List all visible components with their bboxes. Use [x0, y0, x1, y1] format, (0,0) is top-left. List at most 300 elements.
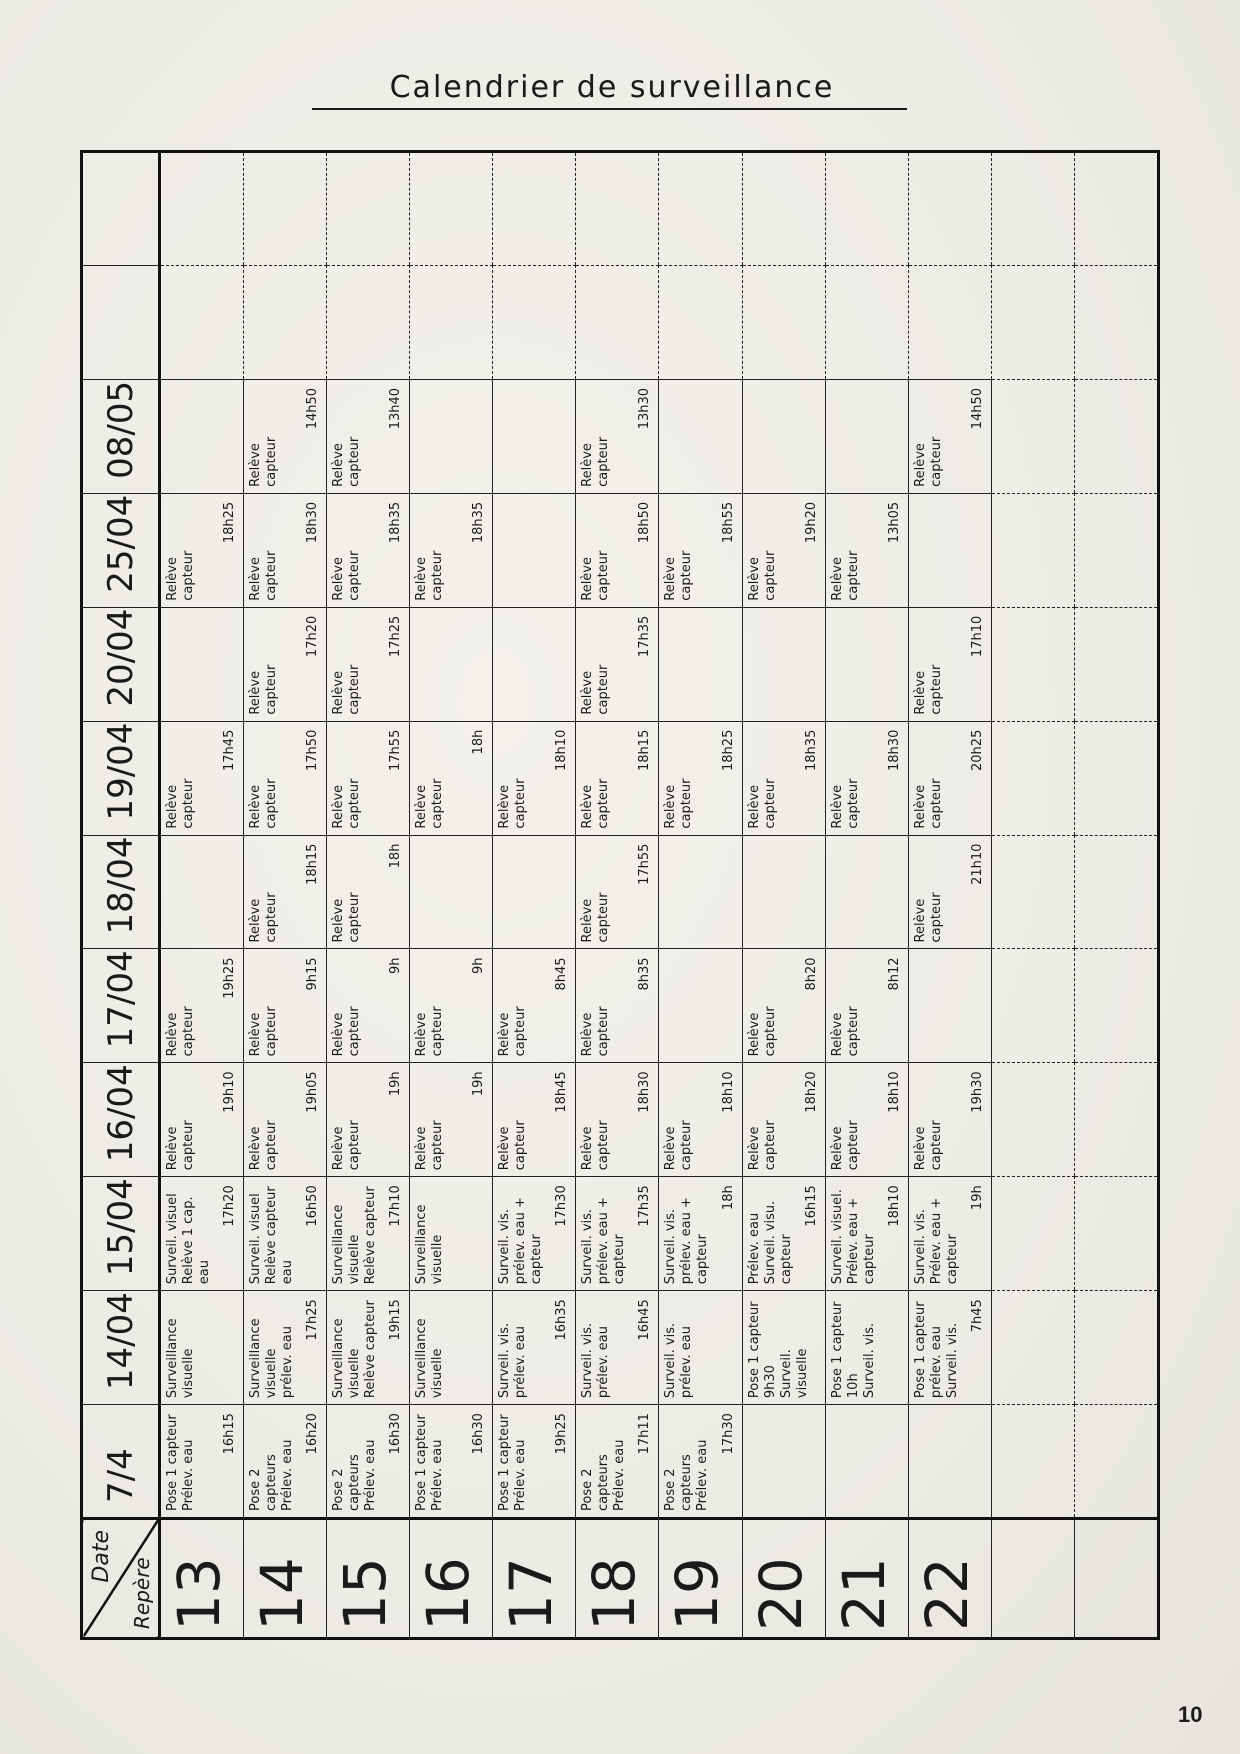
schedule-cell: [659, 1405, 742, 1519]
cell-time-text: 16h15: [803, 1185, 819, 1227]
schedule-cell: [659, 1291, 742, 1405]
schedule-cell: [742, 949, 825, 1063]
table-row: [576, 152, 659, 1639]
schedule-cell: [825, 721, 908, 835]
cell-content: [248, 842, 322, 943]
cell-content: [414, 386, 488, 487]
repere-cell: 15: [327, 1519, 410, 1639]
cell-activity-text: Pose 2 capteurs Prélev. eau: [331, 1439, 379, 1511]
cell-content: [1079, 1297, 1153, 1398]
cell-time-text: 17h20: [222, 1185, 238, 1227]
cell-activity-text: Relève capteur: [331, 778, 363, 829]
cell-content: [331, 728, 405, 829]
cell-activity-text: Relève capteur: [580, 436, 612, 487]
cell-time-text: 16h30: [471, 1413, 487, 1455]
schedule-cell: [576, 152, 659, 266]
schedule-cell: [1074, 1063, 1158, 1177]
cell-activity-text: Relève capteur: [497, 1006, 529, 1057]
cell-content: [663, 1183, 737, 1284]
cell-time-text: 18h25: [222, 501, 238, 544]
cell-content: [248, 1297, 322, 1398]
cell-content: [663, 955, 737, 1056]
cell-content: [165, 1069, 239, 1170]
cell-activity-text: Relève capteur: [248, 550, 280, 601]
cell-activity-text: Relève capteur: [165, 1120, 196, 1171]
cell-time-text: 19h: [471, 1071, 487, 1097]
cell-content: [1079, 500, 1153, 601]
schedule-cell: [244, 1177, 327, 1291]
cell-time-text: 9h: [388, 957, 404, 974]
cell-time-text: 17h55: [637, 843, 653, 885]
cell-content: [663, 1411, 737, 1511]
cell-content: [996, 1069, 1070, 1170]
schedule-cell: [576, 1063, 659, 1177]
cell-content: [913, 1069, 987, 1170]
cell-content: [248, 500, 322, 601]
cell-time-text: 13h40: [388, 387, 404, 430]
cell-activity-text: Surveillance visuelle: [414, 1318, 446, 1399]
cell-content: [497, 1297, 571, 1398]
schedule-cell: [908, 266, 991, 380]
cell-content: [497, 1411, 571, 1511]
cell-content: [830, 842, 904, 943]
schedule-cell: [410, 721, 493, 835]
cell-time-text: 19h25: [554, 1413, 570, 1455]
cell-content: [996, 1411, 1070, 1511]
date-header-cell: [82, 266, 160, 380]
cell-activity-text: Relève capteur: [580, 550, 612, 601]
schedule-cell: [160, 1291, 244, 1405]
schedule-cell: [908, 835, 991, 949]
date-header-cell: 08/05: [82, 379, 160, 493]
page-title: Calendrier de surveillance: [389, 70, 835, 105]
cell-content: [747, 1411, 821, 1511]
cell-activity-text: Relève capteur: [746, 1120, 778, 1171]
schedule-cell: [742, 266, 825, 380]
cell-time-text: 18h45: [554, 1071, 570, 1113]
schedule-cell: [244, 1291, 327, 1405]
schedule-cell: [576, 835, 659, 949]
cell-content: [165, 272, 239, 373]
schedule-cell: [742, 1177, 825, 1291]
repere-cell: 16: [410, 1519, 493, 1639]
cell-content: [248, 159, 322, 259]
cell-content: [996, 500, 1070, 601]
schedule-cell: [327, 1177, 410, 1291]
cell-content: [1079, 386, 1153, 487]
schedule-cell: [244, 493, 327, 607]
cell-content: [663, 159, 737, 259]
cell-activity-text: Relève capteur: [912, 778, 944, 829]
cell-time-text: 18h20: [803, 1071, 819, 1113]
cell-content: [414, 614, 488, 715]
repere-cell: 17: [493, 1519, 576, 1639]
cell-activity-text: Relève capteur: [829, 1006, 861, 1057]
cell-activity-text: Surveil. visuel. Prélev. eau + capteur: [829, 1189, 877, 1285]
cell-activity-text: Surveil. vis. Prélev. eau + capteur: [912, 1197, 960, 1285]
schedule-cell: [1074, 493, 1158, 607]
cell-content: [830, 386, 904, 487]
schedule-cell: [160, 1063, 244, 1177]
date-header-cell: 19/04: [82, 721, 160, 835]
schedule-cell: [244, 607, 327, 721]
schedule-cell: [576, 266, 659, 380]
date-header-cell: 14/04: [82, 1291, 160, 1405]
schedule-cell: [576, 607, 659, 721]
cell-activity-text: Relève capteur: [248, 892, 280, 943]
schedule-cell: [1074, 266, 1158, 380]
schedule-cell: [908, 152, 991, 266]
cell-time-text: 17h25: [305, 1299, 321, 1341]
schedule-cell: [576, 1291, 659, 1405]
page-number: 10: [1178, 1702, 1203, 1727]
cell-activity-text: Pose 1 capteur 9h30 Surveil. visuelle: [746, 1301, 810, 1399]
cell-activity-text: Relève capteur: [580, 1120, 612, 1171]
cell-content: [331, 500, 405, 601]
cell-content: [580, 1297, 654, 1398]
cell-time-text: 16h45: [637, 1299, 653, 1341]
cell-content: [747, 1069, 821, 1170]
cell-content: [913, 1411, 987, 1511]
cell-activity-text: Relève capteur: [165, 1006, 196, 1057]
cell-content: [913, 386, 987, 487]
cell-activity-text: Relève capteur: [746, 778, 778, 829]
cell-content: [165, 842, 239, 943]
cell-activity-text: Surveil. vis. prélev. eau + capteur: [580, 1197, 628, 1285]
cell-time-text: 16h30: [388, 1413, 404, 1455]
schedule-cell: [327, 493, 410, 607]
schedule-cell: [825, 835, 908, 949]
cell-time-text: 8h12: [886, 957, 902, 991]
cell-time-text: 17h25: [388, 615, 404, 658]
cell-content: [580, 614, 654, 715]
cell-time-text: 8h35: [637, 957, 653, 991]
cell-content: [497, 386, 571, 487]
cell-content: [497, 1183, 571, 1284]
cell-content: [165, 1297, 239, 1398]
schedule-cell: [659, 152, 742, 266]
schedule-cell: [160, 152, 244, 266]
cell-content: [331, 1297, 405, 1398]
repere-cell: [1074, 1519, 1158, 1639]
schedule-cell: [908, 607, 991, 721]
schedule-cell: [327, 949, 410, 1063]
schedule-cell: [327, 835, 410, 949]
cell-content: [663, 272, 737, 373]
schedule-cell: [659, 949, 742, 1063]
cell-content: [747, 159, 821, 259]
cell-content: [747, 500, 821, 601]
cell-activity-text: Prélev. eau Surveil. visu. capteur: [746, 1200, 794, 1285]
cell-content: [497, 842, 571, 943]
schedule-cell: [825, 379, 908, 493]
schedule-cell: [825, 493, 908, 607]
cell-content: [996, 842, 1070, 943]
cell-time-text: 14h50: [305, 387, 321, 430]
cell-content: [580, 728, 654, 829]
cell-activity-text: Pose 2 capteurs Prélev. eau: [663, 1439, 711, 1511]
cell-activity-text: Relève capteur: [663, 1120, 695, 1171]
repere-cell: 18: [576, 1519, 659, 1639]
cell-time-text: 17h30: [720, 1413, 736, 1455]
table-row: [1074, 152, 1158, 1639]
repere-cell: 13: [160, 1519, 244, 1639]
cell-activity-text: Surveil. visuel Relève 1 cap. eau: [165, 1193, 212, 1285]
cell-activity-text: Relève capteur: [414, 550, 446, 601]
table-row: [908, 152, 991, 1639]
cell-content: [331, 272, 405, 373]
cell-time-text: 19h: [969, 1185, 985, 1211]
cell-time-text: 17h10: [969, 615, 985, 658]
schedule-cell: [160, 949, 244, 1063]
cell-content: [248, 614, 322, 715]
schedule-cell: [244, 949, 327, 1063]
cell-content: [996, 728, 1070, 829]
cell-activity-text: Surveil. visuel Relève capteur eau: [248, 1186, 296, 1285]
corner-cell: [82, 1519, 160, 1639]
corner-date-label: Date: [89, 1530, 114, 1583]
cell-content: [913, 955, 987, 1056]
schedule-cell: [742, 493, 825, 607]
cell-activity-text: Relève capteur: [165, 550, 196, 601]
schedule-cell: [659, 607, 742, 721]
schedule-cell: [493, 949, 576, 1063]
cell-time-text: 19h10: [222, 1071, 238, 1113]
schedule-cell: [825, 1063, 908, 1177]
schedule-cell: [576, 1177, 659, 1291]
schedule-cell: [493, 1291, 576, 1405]
cell-content: [913, 728, 987, 829]
schedule-cell: [160, 721, 244, 835]
cell-content: [414, 1183, 488, 1284]
cell-activity-text: Relève capteur: [663, 550, 695, 601]
cell-time-text: 20h25: [969, 729, 985, 771]
cell-content: [996, 386, 1070, 487]
schedule-cell: [160, 607, 244, 721]
schedule-cell: [327, 152, 410, 266]
cell-content: [580, 500, 654, 601]
repere-cell: 20: [742, 1519, 825, 1639]
cell-content: [331, 955, 405, 1056]
schedule-cell: [659, 493, 742, 607]
cell-content: [1079, 728, 1153, 829]
schedule-cell: [576, 949, 659, 1063]
schedule-cell: [742, 607, 825, 721]
cell-content: [580, 1069, 654, 1170]
cell-content: [747, 955, 821, 1056]
cell-content: [663, 1069, 737, 1170]
cell-time-text: 16h15: [222, 1413, 238, 1455]
cell-content: [830, 955, 904, 1056]
schedule-cell: [1074, 721, 1158, 835]
cell-content: [248, 386, 322, 487]
schedule-cell: [160, 266, 244, 380]
cell-time-text: 18h30: [886, 729, 902, 771]
schedule-cell: [908, 1177, 991, 1291]
cell-time-text: 19h05: [305, 1071, 321, 1113]
cell-activity-text: Relève capteur: [580, 778, 612, 829]
repere-cell: [991, 1519, 1074, 1639]
schedule-cell: [825, 607, 908, 721]
table-row: [825, 152, 908, 1639]
cell-time-text: 19h25: [222, 957, 238, 999]
cell-activity-text: Relève capteur: [580, 664, 612, 715]
cell-activity-text: Relève capteur: [912, 892, 944, 943]
cell-content: [580, 1411, 654, 1511]
cell-activity-text: Relève capteur: [746, 1006, 778, 1057]
date-header-cell: 18/04: [82, 835, 160, 949]
cell-time-text: 18h15: [305, 843, 321, 885]
cell-activity-text: Relève capteur: [580, 1006, 612, 1057]
cell-activity-text: Relève capteur: [912, 436, 944, 487]
schedule-cell: [742, 379, 825, 493]
schedule-cell: [493, 835, 576, 949]
table-row: [160, 152, 244, 1639]
cell-activity-text: Relève capteur: [248, 1006, 280, 1057]
cell-time-text: 14h50: [969, 387, 985, 430]
cell-content: [663, 386, 737, 487]
table-row: [991, 152, 1074, 1639]
schedule-cell: [327, 266, 410, 380]
cell-activity-text: Relève capteur: [248, 778, 280, 829]
schedule-cell: [576, 1405, 659, 1519]
schedule-cell: [410, 1177, 493, 1291]
cell-content: [1079, 272, 1153, 373]
schedule-cell: [659, 379, 742, 493]
schedule-cell: [1074, 1291, 1158, 1405]
cell-content: [165, 386, 239, 487]
schedule-cell: [991, 949, 1074, 1063]
cell-content: [1079, 955, 1153, 1056]
cell-time-text: 18h10: [886, 1071, 902, 1113]
schedule-cell: [991, 1291, 1074, 1405]
schedule-cell: [493, 1177, 576, 1291]
cell-content: [996, 614, 1070, 715]
cell-activity-text: Relève capteur: [248, 664, 280, 715]
schedule-cell: [908, 379, 991, 493]
repere-cell: 21: [825, 1519, 908, 1639]
cell-time-text: 7h45: [969, 1299, 985, 1333]
cell-content: [165, 1183, 239, 1284]
cell-time-text: 16h20: [305, 1413, 321, 1455]
schedule-cell: [327, 379, 410, 493]
cell-time-text: 18h35: [388, 501, 404, 544]
schedule-cell: [991, 379, 1074, 493]
cell-content: [996, 159, 1070, 259]
cell-time-text: 18h: [720, 1185, 736, 1211]
cell-time-text: 13h30: [637, 387, 653, 430]
cell-content: [331, 386, 405, 487]
cell-activity-text: Relève capteur: [663, 778, 695, 829]
cell-time-text: 18h30: [637, 1071, 653, 1113]
schedule-cell: [908, 721, 991, 835]
cell-activity-text: Relève capteur: [829, 1120, 861, 1171]
schedule-cell: [908, 1063, 991, 1177]
date-header-cell: 16/04: [82, 1063, 160, 1177]
cell-activity-text: Relève capteur: [414, 1120, 446, 1171]
cell-activity-text: Relève capteur: [331, 1006, 363, 1057]
schedule-cell: [244, 1063, 327, 1177]
cell-content: [913, 614, 987, 715]
cell-content: [165, 955, 239, 1056]
cell-time-text: 17h35: [637, 1185, 653, 1227]
schedule-cell: [1074, 607, 1158, 721]
cell-content: [996, 1297, 1070, 1398]
date-header-cell: 15/04: [82, 1177, 160, 1291]
schedule-cell: [908, 1291, 991, 1405]
table-row: [327, 152, 410, 1639]
cell-content: [331, 1411, 405, 1511]
cell-content: [497, 728, 571, 829]
cell-time-text: 18h: [388, 843, 404, 869]
cell-content: [414, 1069, 488, 1170]
cell-time-text: 16h35: [554, 1299, 570, 1341]
cell-content: [996, 272, 1070, 373]
cell-content: [165, 500, 239, 601]
schedule-cell: [1074, 1405, 1158, 1519]
cell-content: [913, 500, 987, 601]
cell-content: [747, 728, 821, 829]
cell-content: [663, 842, 737, 943]
schedule-cell: [825, 1291, 908, 1405]
cell-content: [1079, 1411, 1153, 1511]
cell-activity-text: Surveillance visuelle Relève capteur: [331, 1300, 379, 1399]
cell-time-text: 17h20: [305, 615, 321, 658]
schedule-cell: [991, 607, 1074, 721]
cell-time-text: 17h11: [637, 1413, 653, 1455]
schedule-cell: [825, 949, 908, 1063]
schedule-cell: [410, 493, 493, 607]
cell-content: [830, 1411, 904, 1511]
schedule-cell: [410, 152, 493, 266]
schedule-cell: [160, 835, 244, 949]
cell-time-text: 18h35: [471, 501, 487, 544]
cell-content: [248, 1411, 322, 1511]
cell-activity-text: Relève capteur: [331, 1120, 363, 1171]
repere-cell: 22: [908, 1519, 991, 1639]
schedule-cell: [991, 493, 1074, 607]
cell-content: [830, 272, 904, 373]
schedule-cell: [1074, 379, 1158, 493]
cell-time-text: 13h05: [886, 501, 902, 544]
cell-content: [913, 842, 987, 943]
schedule-cell: [742, 1405, 825, 1519]
schedule-cell: [493, 493, 576, 607]
cell-time-text: 18h25: [720, 729, 736, 771]
cell-content: [1079, 1183, 1153, 1284]
table-row: [742, 152, 825, 1639]
cell-content: [913, 1297, 987, 1398]
cell-activity-text: Relève capteur: [580, 892, 612, 943]
cell-time-text: 9h: [471, 957, 487, 974]
cell-activity-text: Surveillance visuelle: [165, 1318, 196, 1399]
schedule-cell: [493, 266, 576, 380]
cell-content: [747, 272, 821, 373]
cell-content: [580, 1183, 654, 1284]
cell-content: [1079, 159, 1153, 259]
schedule-cell: [327, 607, 410, 721]
cell-time-text: 17h55: [388, 729, 404, 771]
schedule-cell: [327, 1291, 410, 1405]
schedule-cell: [991, 152, 1074, 266]
cell-activity-text: Relève capteur: [912, 664, 944, 715]
cell-activity-text: Pose 1 capteur Prélev. eau: [414, 1414, 446, 1511]
surveillance-calendar-table: [80, 150, 1160, 1640]
cell-time-text: 18h10: [720, 1071, 736, 1113]
schedule-cell: [410, 1063, 493, 1177]
cell-content: [580, 842, 654, 943]
cell-activity-text: Relève capteur: [912, 1120, 944, 1171]
